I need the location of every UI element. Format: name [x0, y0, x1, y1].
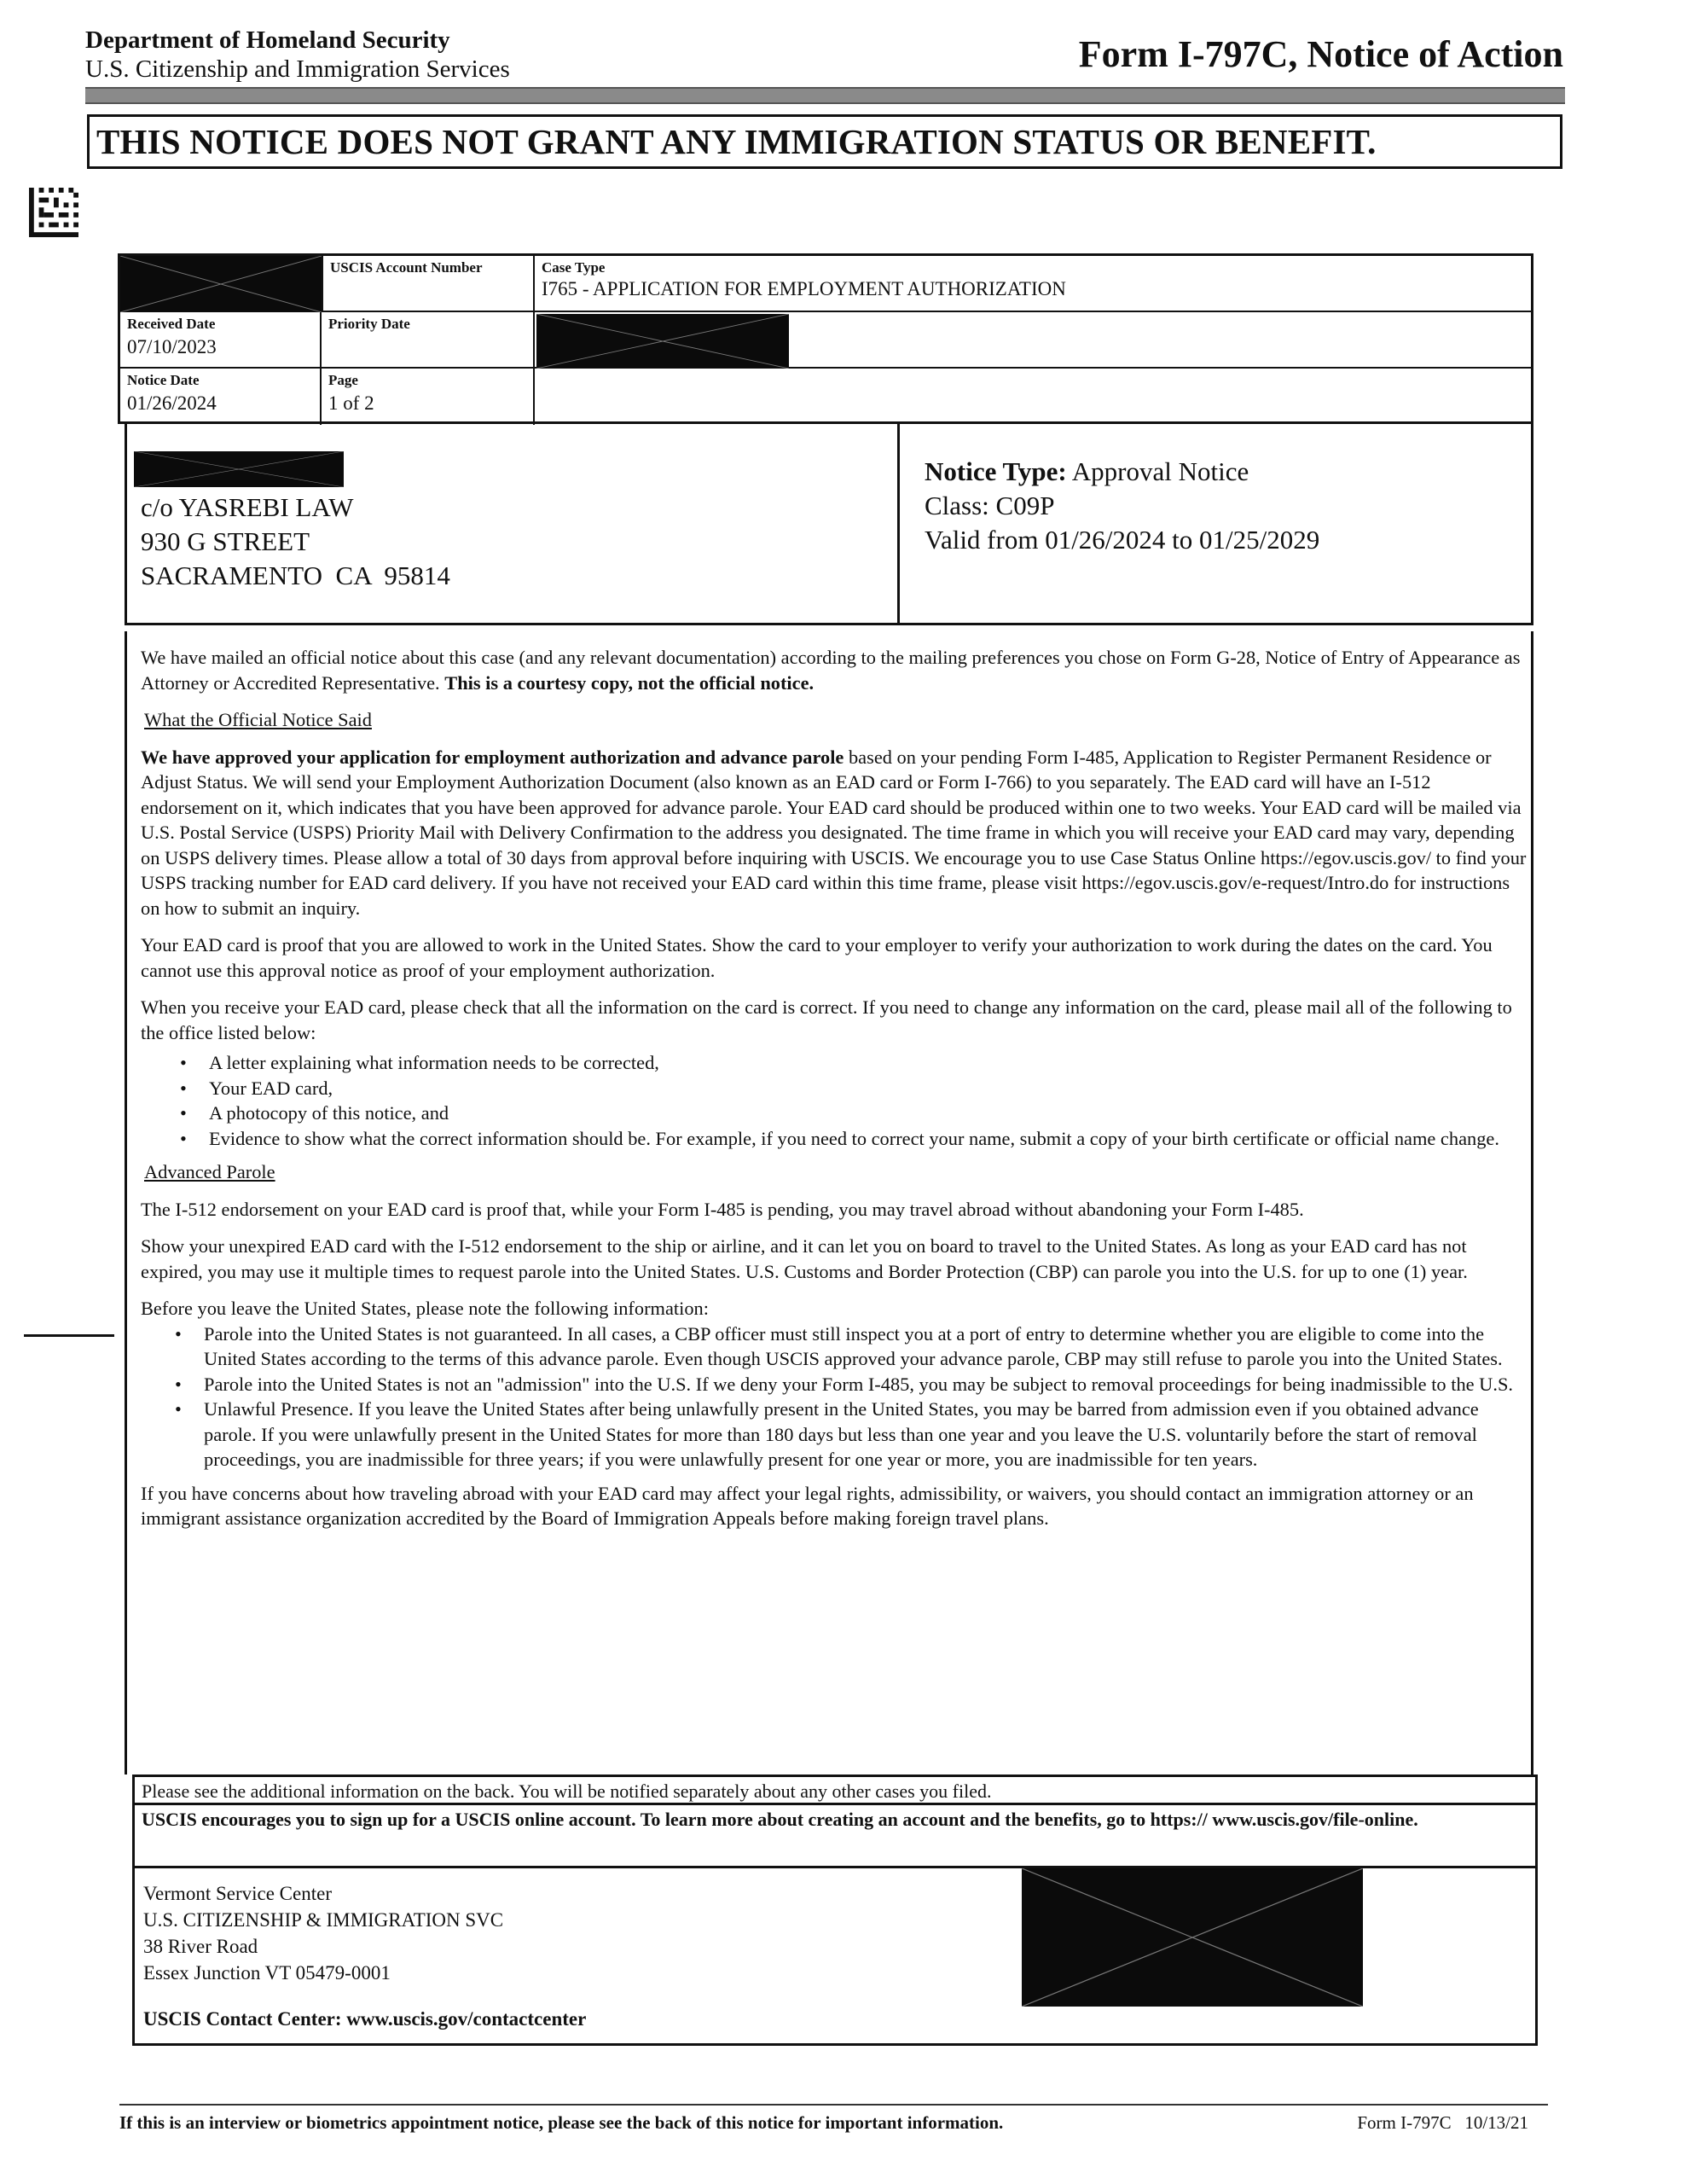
- notice-banner: THIS NOTICE DOES NOT GRANT ANY IMMIGRATION STATUS OR BENEFIT.: [87, 114, 1562, 169]
- received-date-value: 07/10/2023: [127, 336, 217, 357]
- address-section: [125, 424, 1533, 625]
- address-line-3: SACRAMENTO CA 95814: [141, 561, 450, 590]
- account-number-cell: [322, 256, 535, 312]
- priority-date-label: Priority Date: [328, 316, 410, 332]
- qr-code-icon: [29, 188, 78, 237]
- notice-date-value: 01/26/2024: [127, 392, 217, 414]
- ead-proof-paragraph: Your EAD card is proof that you are allowed to work in the United States. Show the card to your employer to verify your authorization to work during the dates on the card. You cannot use this approval notice as proof of your employment authorization.: [141, 934, 1493, 981]
- received-date-label: Received Date: [127, 316, 216, 332]
- notice-type-value: Approval Notice: [1071, 456, 1249, 486]
- agency-header: [85, 26, 510, 84]
- page-label: Page: [328, 372, 358, 388]
- case-type-value: I765 - APPLICATION FOR EMPLOYMENT AUTHORIZATION: [542, 278, 1066, 299]
- form-title: Form I-797C, Notice of Action: [1078, 33, 1563, 75]
- page-value: 1 of 2: [328, 392, 374, 414]
- list-item: • A photocopy of this notice, and: [180, 1101, 1527, 1126]
- notice-date-cell: [120, 369, 322, 425]
- list-item: • Evidence to show what the correct information should be. For example, if you need to correct your name, submit a copy of your birth certificate or official name change.: [180, 1126, 1527, 1152]
- notice-date-label: Notice Date: [127, 372, 200, 388]
- received-date-cell: [120, 312, 322, 369]
- redacted-name: [134, 451, 344, 487]
- footer-notes: [132, 1774, 1538, 1868]
- case-type-label: Case Type: [542, 259, 606, 276]
- list-item: • Unlawful Presence. If you leave the United States after being unlawfully present in the United States, you may be barred from admission even if you obtained advance parole. If you were unlawfully present in the United States for more than 180 days but less than one year and you leave the U.S. voluntarily before the start of removal proceedings, you are inadmissible for three years; if you were unlawfully present for one year or more, you are inadmissible for ten years.: [175, 1397, 1527, 1472]
- redacted-beneficiary: [536, 314, 789, 369]
- case-type-cell: [535, 256, 1531, 312]
- service-center-line: U.S. CITIZENSHIP & IMMIGRATION SVC: [143, 1909, 504, 1931]
- i512-paragraph: The I-512 endorsement on your EAD card is proof that, while your Form I-485 is pending, you may travel abroad without abandoning your Form I-485.: [141, 1198, 1304, 1220]
- account-number-label: USCIS Account Number: [330, 259, 483, 276]
- form-id: Form I-797C 10/13/21: [1357, 2112, 1528, 2133]
- notice-type-label: Notice Type:: [925, 456, 1067, 486]
- list-item: • Parole into the United States is not an "admission" into the U.S. If we deny your Form I-485, you may be subject to removal proceedings for being inadmissible to the U.S.: [175, 1372, 1527, 1397]
- notice-body: [125, 631, 1533, 1774]
- service-center-box: [132, 1856, 1538, 2046]
- page-cell: [322, 369, 535, 425]
- notice-validity: Valid from 01/26/2024 to 01/25/2029: [925, 525, 1320, 555]
- redacted-receipt-number: [120, 256, 322, 312]
- address-divider: [897, 424, 900, 625]
- service-center-line: Vermont Service Center: [143, 1883, 332, 1904]
- intro-paragraph: We have mailed an official notice about this case (and any relevant documentation) according to the mailing preferences you chose on Form G-28, Notice of Entry of Appearance as Attorney or Accredited Representative. This is a courtesy copy, not the official notice.: [141, 647, 1521, 694]
- correction-list: [180, 1050, 1527, 1151]
- concerns-paragraph: If you have concerns about how traveling abroad with your EAD card may affect your legal rights, admissibility, or waivers, you should contact an immigration attorney or an immigrant assistance organization accredited by the Board of Immigration Appeals before making foreign travel plans.: [141, 1482, 1474, 1529]
- contact-center: USCIS Contact Center: www.uscis.gov/contactcenter: [143, 2008, 587, 2030]
- service-center-line: 38 River Road: [143, 1936, 258, 1957]
- service-center-line: Essex Junction VT 05479-0001: [143, 1962, 391, 1984]
- service-center-address: [143, 1880, 503, 1986]
- list-item: • Parole into the United States is not guaranteed. In all cases, a CBP officer must still inspect you at a port of entry to determine whether you are eligible to come into the United States according to the terms of this advance parole. Even though USCIS approved your advance parole, CBP may still refuse to parole you into the United States.: [175, 1321, 1527, 1372]
- agency-name: U.S. Citizenship and Immigration Services: [85, 55, 510, 83]
- travel-warnings-list: [175, 1321, 1527, 1472]
- notice-info: [925, 455, 1319, 557]
- bottom-note: If this is an interview or biometrics appointment notice, please see the back of this notice for important information.: [119, 2112, 1004, 2133]
- bottom-rule: [119, 2104, 1548, 2106]
- priority-date-cell: [322, 312, 535, 369]
- notice-class: Class: C09P: [925, 491, 1055, 520]
- case-info-table: [118, 253, 1533, 424]
- mailing-address: [141, 491, 450, 593]
- address-line-1: c/o YASREBI LAW: [141, 492, 354, 522]
- department-name: Department of Homeland Security: [85, 26, 450, 54]
- online-account-row: USCIS encourages you to sign up for a USCIS online account. To learn more about creating an account and the benefits, go to https:// www.uscis.gov/file-online.: [132, 1805, 1538, 1868]
- redacted-barcode: [1022, 1868, 1363, 2007]
- list-item: • A letter explaining what information needs to be corrected,: [180, 1050, 1527, 1076]
- travel-paragraph: Show your unexpired EAD card with the I-512 endorsement to the ship or airline, and it can let you on board to travel to the United States. As long as your EAD card has not expired, you may use it multiple times to request parole into the United States. U.S. Customs and Border Protection (CBP) can parole you into the U.S. for up to one (1) year.: [141, 1235, 1468, 1282]
- additional-info-row: Please see the additional information on the back. You will be notified separately about any other cases you filed.: [132, 1774, 1538, 1805]
- list-item: • Your EAD card,: [180, 1076, 1527, 1101]
- correction-paragraph: When you receive your EAD card, please check that all the information on the card is correct. If you need to change any information on the card, please mail all of the following to the office listed below:: [141, 996, 1512, 1043]
- margin-mark: [24, 1334, 114, 1337]
- approval-paragraph: We have approved your application for employment authorization and advance parole based on your pending Form I-485, Application to Register Permanent Residence or Adjust Status. We will send your Employment Authorization Document (also known as an EAD card or Form I-766) to you separately. The EAD card will have an I-512 endorsement on it, which indicates that you have been approved for advance parole. Your EAD card should be produced within one to two weeks. Your EAD card will be mailed via U.S. Postal Service (USPS) Priority Mail with Delivery Confirmation to the address you designated. The time frame in which you will receive your EAD card may vary, depending on USPS delivery times. Please allow a total of 30 days from approval before inquiring with USCIS. We encourage you to use Case Status Online https://egov.uscis.gov/ to find your USPS tracking number for EAD card delivery. If you have not received your EAD card within this time frame, please visit https://egov.uscis.gov/e-request/Intro.do for instructions on how to submit an inquiry.: [141, 746, 1527, 919]
- official-notice-heading: What the Official Notice Said: [144, 709, 372, 730]
- header-rule: [85, 87, 1565, 104]
- before-leave-paragraph: Before you leave the United States, please note the following information:: [141, 1298, 709, 1319]
- advanced-parole-heading: Advanced Parole: [144, 1161, 275, 1182]
- address-line-2: 930 G STREET: [141, 526, 310, 556]
